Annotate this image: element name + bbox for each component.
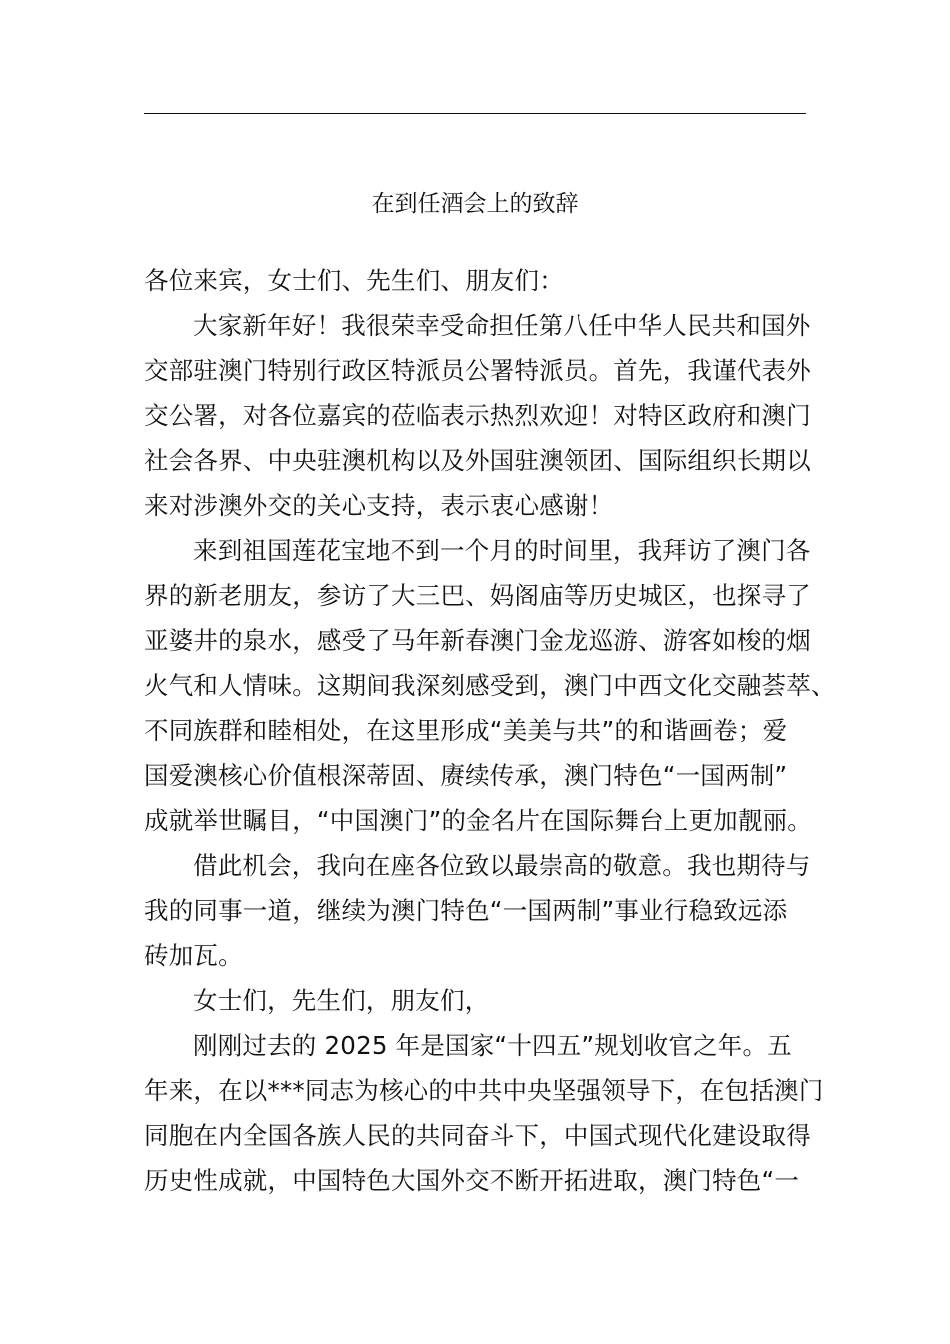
document-body	[144, 258, 836, 1203]
text-line-1: 各位来宾，女士们、先生们、朋友们：	[144, 266, 564, 295]
text-line-11: 不同族群和睦相处，在这里形成“美美与共”的和谐画卷；爱	[144, 716, 788, 745]
text-line-16: 砖加瓦。	[144, 941, 243, 970]
text-line-14: 借此机会，我向在座各位致以最崇高的敬意。我也期待与	[193, 851, 811, 880]
text-line-8: 界的新老朋友，参访了大三巴、妈阁庙等历史城区，也探寻了	[144, 581, 811, 610]
document-title: 在到任酒会上的致辞	[371, 191, 579, 217]
text-line-13: 成就举世瞩目，“中国澳门”的金名片在国际舞台上更加靓丽。	[144, 806, 812, 835]
text-line-17: 女士们，先生们，朋友们，	[193, 986, 490, 1015]
text-line-4: 交公署，对各位嘉宾的莅临表示热烈欢迎！对特区政府和澳门	[144, 401, 811, 430]
text-line-18: 刚刚过去的 2025 年是国家“十四五”规划收官之年。五	[193, 1031, 792, 1060]
text-line-7: 来到祖国莲花宝地不到一个月的时间里，我拜访了澳门各	[193, 536, 811, 565]
text-line-15: 我的同事一道，继续为澳门特色“一国两制”事业行稳致远添	[144, 896, 788, 925]
text-line-9: 亚婆井的泉水，感受了马年新春澳门金龙巡游、游客如梭的烟	[144, 626, 811, 655]
text-line-10: 火气和人情味。这期间我深刻感受到，澳门中西文化交融荟萃、	[144, 671, 836, 700]
text-line-3: 交部驻澳门特别行政区特派员公署特派员。首先，我谨代表外	[144, 356, 811, 385]
text-line-20: 同胞在内全国各族人民的共同奋斗下，中国式现代化建设取得	[144, 1121, 811, 1150]
text-line-6: 来对涉澳外交的关心支持，表示衷心感谢！	[144, 491, 614, 520]
text-line-5: 社会各界、中央驻澳机构以及外国驻澳领团、国际组织长期以	[144, 446, 811, 475]
text-line-2: 大家新年好！我很荣幸受命担任第八任中华人民共和国外	[193, 311, 811, 340]
text-line-19: 年来，在以***同志为核心的中共中央坚强领导下，在包括澳门	[144, 1076, 824, 1105]
header-rule	[144, 113, 806, 114]
text-line-12: 国爱澳核心价值根深蒂固、赓续传承，澳门特色“一国两制”	[144, 761, 788, 790]
text-line-21: 历史性成就，中国特色大国外交不断开拓进取，澳门特色“一	[144, 1166, 800, 1195]
